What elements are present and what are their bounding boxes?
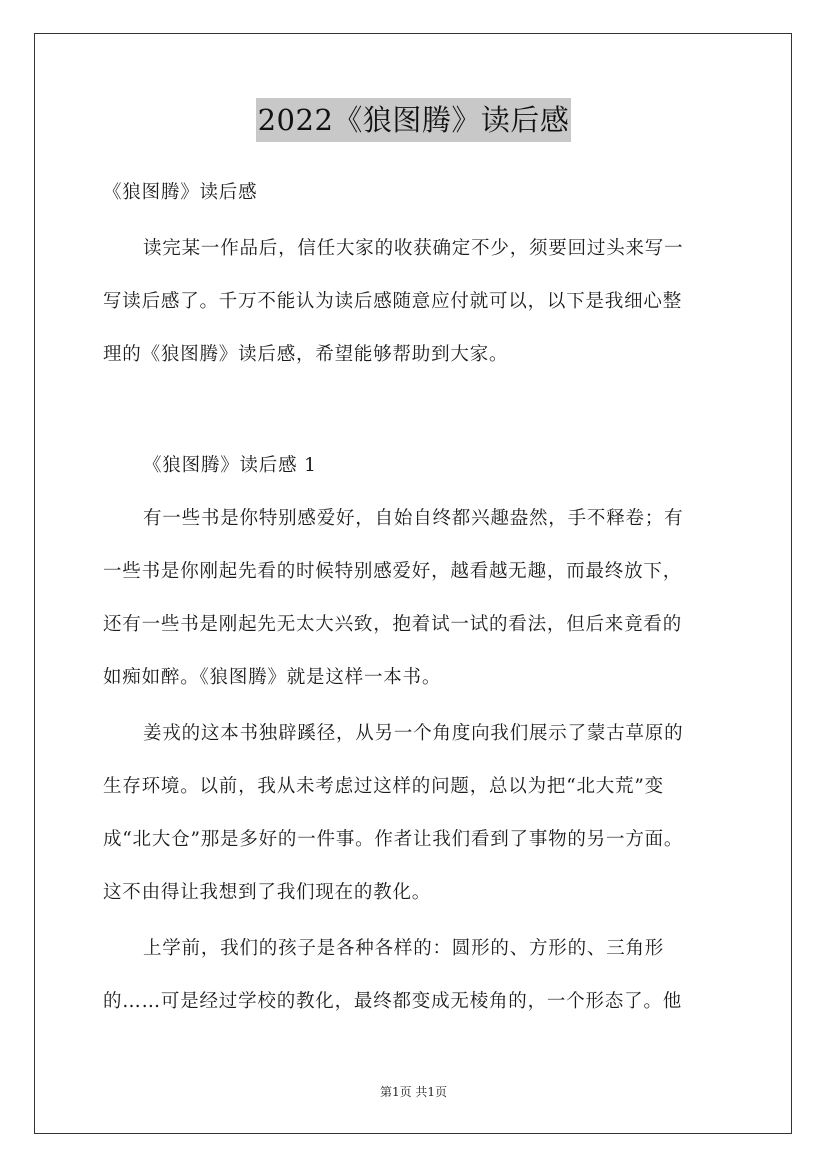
paragraph2-line: 姜戎的这本书独辟蹊径，从另一个角度向我们展示了蒙古草原的 <box>143 723 684 744</box>
paragraph3-line: 上学前，我们的孩子是各种各样的：圆形的、方形的、三角形 <box>143 938 665 959</box>
title-container <box>0 98 827 142</box>
paragraph1-line: 还有一些书是刚起先无太大兴致，抱着试一试的看法，但后来竟看的 <box>103 614 683 635</box>
paragraph1-line: 一些书是你刚起先看的时候特别感爱好，越看越无趣，而最终放下， <box>103 561 683 582</box>
document-title: 2022《狼图腾》读后感 <box>256 98 572 142</box>
subtitle: 《狼图腾》读后感 <box>103 182 258 203</box>
intro-line: 写读后感了。千万不能认为读后感随意应付就可以，以下是我细心整 <box>103 291 683 312</box>
paragraph2-line: 成“北大仓”那是多好的一件事。作者让我们看到了事物的另一方面。 <box>103 829 684 850</box>
intro-line: 理的《狼图腾》读后感，希望能够帮助到大家。 <box>103 344 509 365</box>
paragraph1-line: 有一些书是你特别感爱好，自始自终都兴趣盎然，手不释卷；有 <box>143 508 684 529</box>
paragraph2-line: 生存环境。以前，我从未考虑过这样的问题，总以为把“北大荒”变 <box>103 776 664 797</box>
paragraph2-line: 这不由得让我想到了我们现在的教化。 <box>103 882 432 903</box>
paragraph3-line: 的……可是经过学校的教化，最终都变成无棱角的，一个形态了。他 <box>103 991 683 1012</box>
section-heading: 《狼图腾》读后感 1 <box>143 455 317 476</box>
paragraph1-line: 如痴如醉。《狼图腾》就是这样一本书。 <box>103 667 442 688</box>
page-footer: 第1页 共1页 <box>379 1085 448 1099</box>
intro-line: 读完某一作品后，信任大家的收获确定不少，须要回过头来写一 <box>143 238 684 259</box>
